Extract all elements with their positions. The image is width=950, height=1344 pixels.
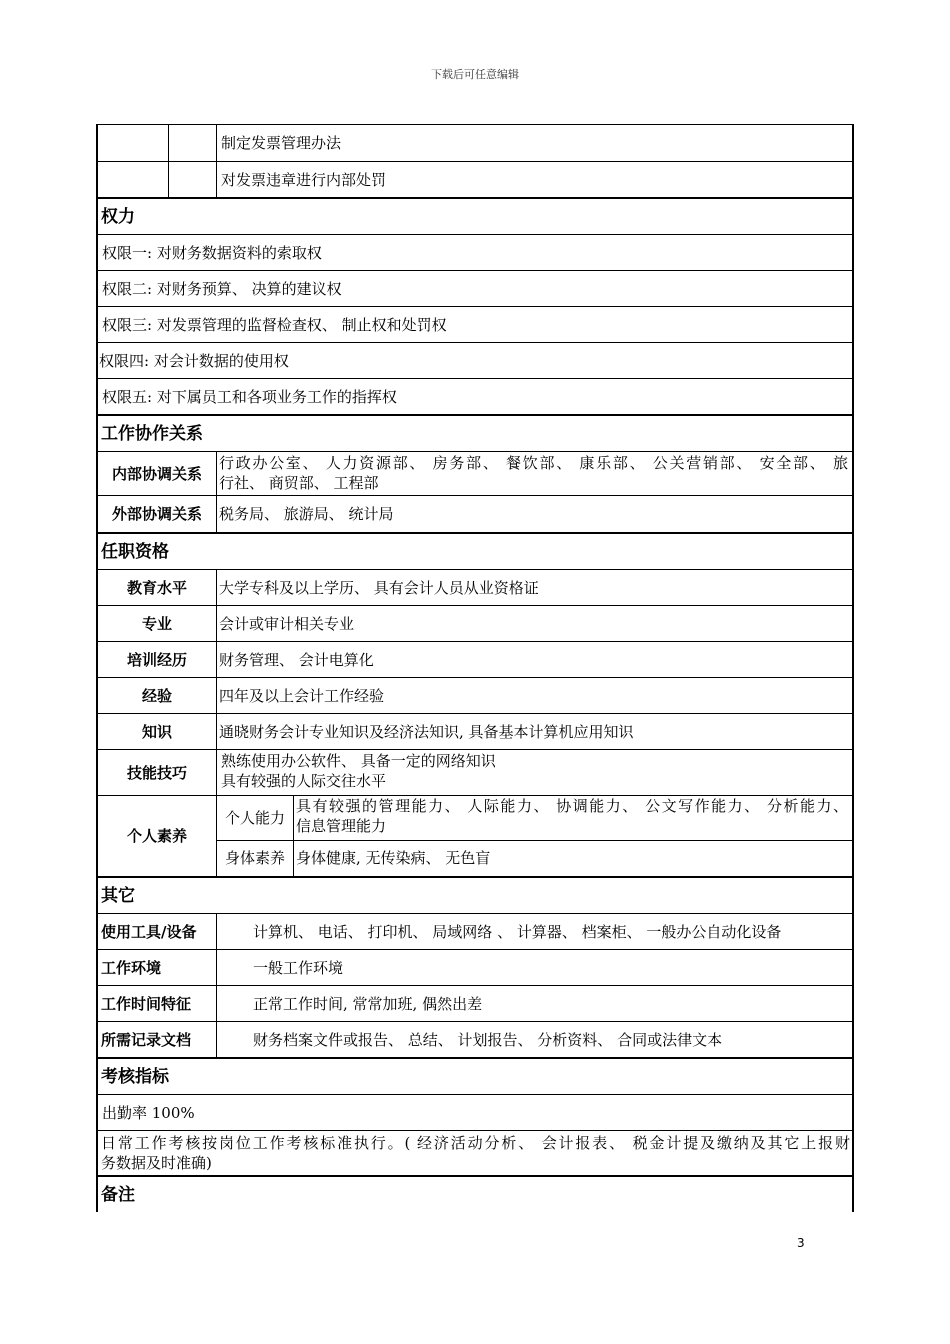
authority-item: 权限三: 对发票管理的监督检查权、 制止权和处罚权 (98, 307, 852, 343)
authority-item: 权限五: 对下属员工和各项业务工作的指挥权 (98, 379, 852, 416)
section-title: 其它 (101, 885, 135, 906)
qualification-section (98, 534, 852, 570)
continued-item: 对发票违章进行内部处罚 (216, 162, 852, 198)
other-section (98, 878, 852, 914)
authority-item: 权限二: 对财务预算、 决算的建议权 (98, 271, 852, 307)
knowledge-row: 知识 通晓财务会计专业知识及经济法知识, 具备基本计算机应用知识 (98, 714, 852, 750)
training-row: 培训经历 财务管理、 会计电算化 (98, 642, 852, 678)
external-label: 外部协调关系 (111, 505, 202, 523)
physical-subrow: 身体素养 身体健康, 无传染病、 无色盲 (217, 840, 852, 876)
internal-label: 内部协调关系 (111, 464, 202, 483)
section-title: 工作协作关系 (101, 423, 203, 444)
tools-row: 使用工具/设备 计算机、 电话、 打印机、 局域网络 、 计算器、 档案柜、 一般办公自动化设备 (98, 914, 852, 950)
continued-row-2 (98, 162, 852, 198)
internal-value: 行政办公室、 人力资源部、 房务部、 餐饮部、 康乐部、 公关营销部、 安全部、 旅 行社、 商贸部、 工程部 (216, 452, 852, 495)
internal-coordination-row (98, 452, 852, 496)
work-time-row: 工作时间特征 正常工作时间, 常常加班, 偶然出差 (98, 986, 852, 1022)
authority-item: 权限一: 对财务数据资料的索取权 (98, 235, 852, 271)
external-value: 税务局、 旅游局、 统计局 (216, 496, 852, 532)
cooperation-section (98, 416, 852, 452)
section-title: 备注 (101, 1185, 135, 1205)
personal-quality-row: 个人素养 个人能力 具有较强的管理能力、 人际能力、 协调能力、 公文写作能力、 分析能力、 信息管理能力 身体素养 身体健康, 无传染病、 无色盲 (98, 796, 852, 878)
header-note: 下载后可任意编辑 (431, 68, 519, 81)
records-row: 所需记录文档 财务档案文件或报告、 总结、 计划报告、 分析资料、 合同或法律文本 (98, 1022, 852, 1059)
remarks-section (98, 1177, 852, 1213)
continued-row-1 (98, 125, 852, 162)
experience-row: 经验 四年及以上会计工作经验 (98, 678, 852, 714)
section-title: 考核指标 (101, 1066, 169, 1087)
attendance-row: 出勤率 100% (98, 1095, 852, 1131)
assessment-rule-row: 日常工作考核按岗位工作考核标准执行。( 经济活动分析、 会计报表、 税金计提及缴纳及其它上报财 务数据及时准确) (98, 1131, 852, 1177)
page-number: 3 (797, 1236, 805, 1250)
continued-item: 制定发票管理办法 (216, 125, 852, 161)
section-title: 权力 (101, 206, 135, 227)
assessment-section (98, 1059, 852, 1095)
education-row: 教育水平 大学专科及以上学历、 具有会计人员从业资格证 (98, 570, 852, 606)
authority-section (98, 199, 852, 235)
ability-subrow: 个人能力 具有较强的管理能力、 人际能力、 协调能力、 公文写作能力、 分析能力、 信息管理能力 (217, 796, 852, 841)
section-title: 任职资格 (101, 541, 169, 562)
major-row: 专业 会计或审计相关专业 (98, 606, 852, 642)
job-description-table (96, 124, 854, 1212)
external-coordination-row (98, 496, 852, 534)
environment-row: 工作环境 一般工作环境 (98, 950, 852, 986)
skills-row: 技能技巧 熟练使用办公软件、 具备一定的网络知识 具有较强的人际交往水平 (98, 750, 852, 796)
authority-item: 权限四: 对会计数据的使用权 (98, 343, 852, 379)
